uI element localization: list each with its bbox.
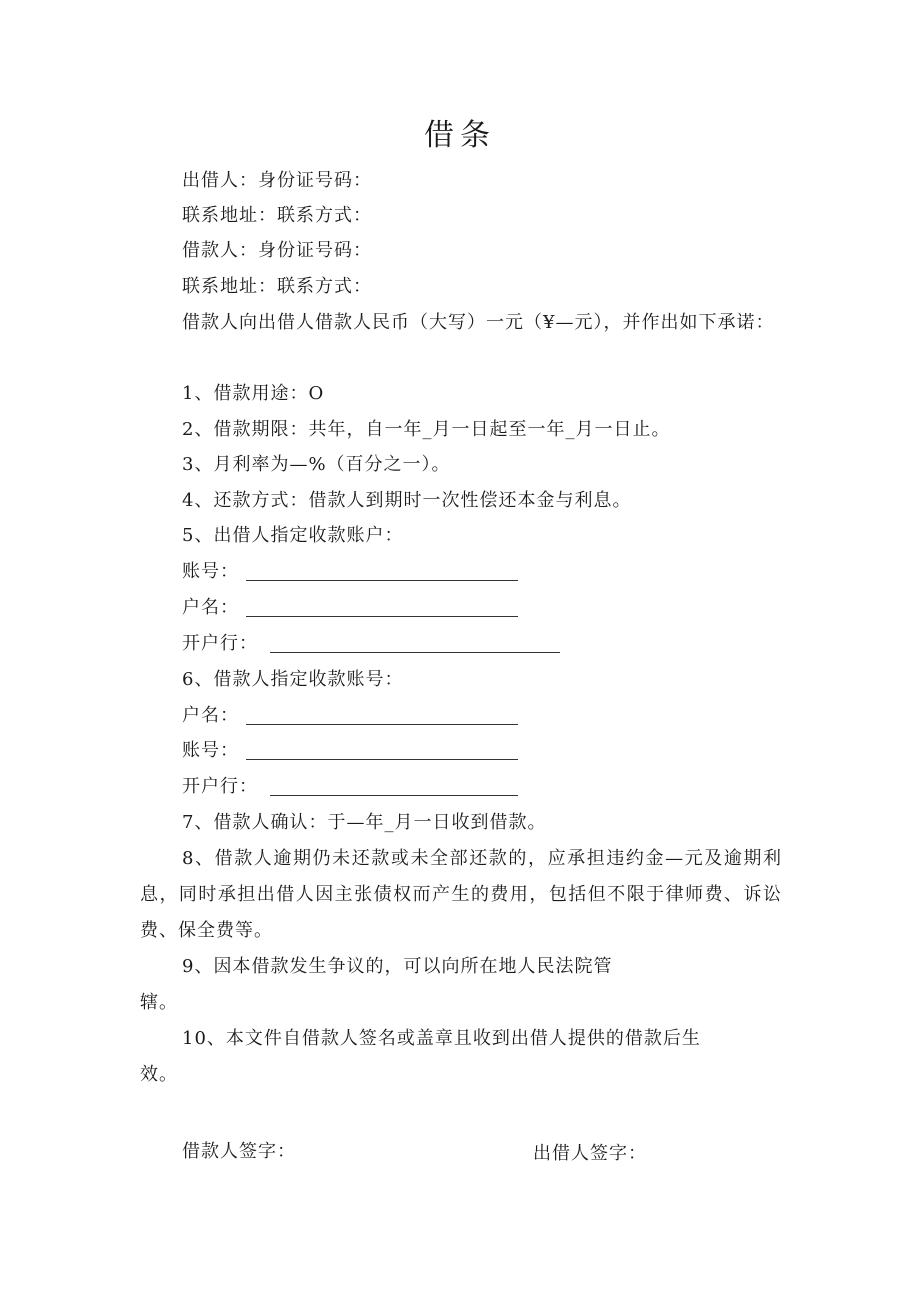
clause-7: 7、借款人确认：于—年_月一日收到借款。 [182,812,547,833]
lender-name-blank [246,616,518,617]
borrower-name-blank [246,724,518,725]
lender-bank-blank [270,652,560,653]
clause-10: 10、本文件自借款人签名或盖章且收到出借人提供的借款后生 [182,1028,701,1049]
borrower-bank-blank [270,795,518,796]
lender-signature-label: 出借人签字： [533,1143,647,1164]
lender-contact-line: 联系地址：联系方式： [182,205,372,226]
lender-account-blank [246,580,518,581]
borrower-contact-line: 联系地址：联系方式： [182,276,372,297]
clause-4: 4、还款方式：借款人到期时一次性偿还本金与利息。 [182,490,632,511]
clause-1: 1、借款用途：O [182,383,325,404]
lender-bank-label: 开户行： [182,633,258,654]
clause-6: 6、借款人指定收款账号： [182,669,404,690]
lender-name-label: 户名： [182,597,239,618]
borrower-id-line: 借款人：身份证号码： [182,240,372,261]
lender-account-label: 账号： [182,561,239,582]
clause-2: 2、借款期限：共年，自一年_月一日起至一年_月一日止。 [182,419,671,440]
intro-paragraph: 借款人向出借人借款人民币（大写）一元（¥—元），并作出如下承诺： [182,312,775,333]
clause-8: 8、借款人逾期仍未还款或未全部还款的，应承担违约金—元及逾期利息，同时承担出借人因主张债权而产生的费用，包括但不限于律师费、诉讼费、保全费等。 [140,848,782,941]
borrower-name-label: 户名： [182,705,239,726]
lender-id-line: 出借人：身份证号码： [182,170,372,191]
borrower-account-blank [246,759,518,760]
borrower-account-label: 账号： [182,740,239,761]
clause-5: 5、出借人指定收款账户： [182,525,404,546]
clause-9: 9、因本借款发生争议的，可以向所在地人民法院管 [182,956,613,977]
document-title: 借条 [424,118,496,153]
clause-3: 3、月利率为—%（百分之一）。 [182,454,451,475]
clause-10-continued: 效。 [140,1064,178,1085]
borrower-bank-label: 开户行： [182,776,258,797]
clause-9-continued: 辖。 [140,992,178,1013]
borrower-signature-label: 借款人签字： [182,1141,296,1162]
